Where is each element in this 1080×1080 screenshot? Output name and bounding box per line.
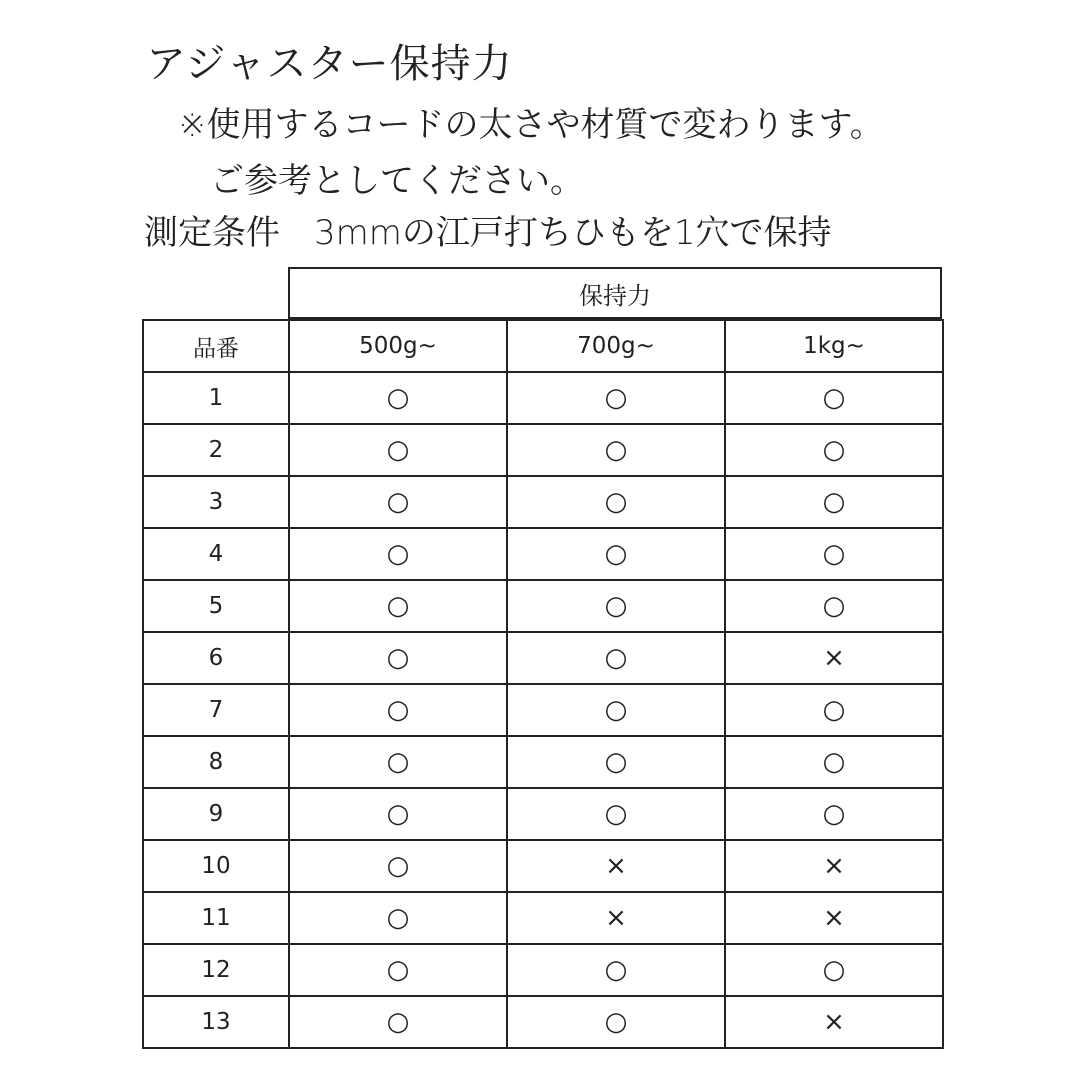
table-row — [143, 996, 943, 1048]
header-part-number: 品番 — [143, 320, 289, 372]
result-cell: × — [725, 996, 943, 1048]
result-cell: ○ — [507, 684, 725, 736]
table-row — [143, 632, 943, 684]
group-header-holding-force: 保持力 — [288, 267, 942, 319]
table-row — [143, 528, 943, 580]
header-1kg: 1kg~ — [725, 320, 943, 372]
result-cell: ○ — [725, 424, 943, 476]
result-cell: ○ — [289, 580, 507, 632]
note-line-1: ※使用するコードの太さや材質で変わります。 — [178, 105, 884, 145]
result-cell: ○ — [507, 424, 725, 476]
holding-force-table — [142, 319, 944, 1049]
result-cell: ○ — [289, 736, 507, 788]
part-number-cell: 11 — [143, 892, 289, 944]
part-number-cell: 7 — [143, 684, 289, 736]
table-row — [143, 580, 943, 632]
result-cell: ○ — [507, 736, 725, 788]
result-cell: ○ — [725, 528, 943, 580]
part-number-cell: 1 — [143, 372, 289, 424]
result-cell: ○ — [725, 944, 943, 996]
result-cell: ○ — [725, 736, 943, 788]
result-cell: ○ — [507, 944, 725, 996]
table-row — [143, 372, 943, 424]
page-title: アジャスター保持力 — [146, 41, 513, 87]
part-number-cell: 6 — [143, 632, 289, 684]
note-line-2: ご参考としてください。 — [210, 161, 584, 201]
table-row — [143, 788, 943, 840]
result-cell: ○ — [289, 788, 507, 840]
result-cell: ○ — [289, 944, 507, 996]
part-number-cell: 10 — [143, 840, 289, 892]
table-header-row — [143, 320, 943, 372]
part-number-cell: 5 — [143, 580, 289, 632]
table-row — [143, 476, 943, 528]
result-cell: × — [725, 632, 943, 684]
part-number-cell: 4 — [143, 528, 289, 580]
result-cell: ○ — [507, 372, 725, 424]
table-row — [143, 944, 943, 996]
table-row — [143, 840, 943, 892]
result-cell: ○ — [507, 476, 725, 528]
result-cell: ○ — [289, 892, 507, 944]
part-number-cell: 13 — [143, 996, 289, 1048]
result-cell: ○ — [725, 476, 943, 528]
part-number-cell: 3 — [143, 476, 289, 528]
result-cell: ○ — [507, 996, 725, 1048]
result-cell: × — [507, 840, 725, 892]
result-cell: ○ — [289, 996, 507, 1048]
result-cell: × — [725, 840, 943, 892]
result-cell: ○ — [507, 528, 725, 580]
part-number-cell: 12 — [143, 944, 289, 996]
result-cell: ○ — [289, 684, 507, 736]
result-cell: × — [725, 892, 943, 944]
result-cell: ○ — [725, 788, 943, 840]
part-number-cell: 8 — [143, 736, 289, 788]
result-cell: ○ — [289, 632, 507, 684]
header-500g: 500g~ — [289, 320, 507, 372]
part-number-cell: 9 — [143, 788, 289, 840]
part-number-cell: 2 — [143, 424, 289, 476]
table-row — [143, 424, 943, 476]
measurement-condition: 測定条件 3mmの江戸打ちひもを1穴で保持 — [144, 213, 832, 253]
table-row — [143, 736, 943, 788]
header-700g: 700g~ — [507, 320, 725, 372]
result-cell: ○ — [289, 372, 507, 424]
table-row — [143, 892, 943, 944]
result-cell: ○ — [289, 528, 507, 580]
result-cell: ○ — [289, 840, 507, 892]
result-cell: ○ — [725, 684, 943, 736]
table-body — [143, 372, 943, 1048]
result-cell: × — [507, 892, 725, 944]
result-cell: ○ — [507, 632, 725, 684]
result-cell: ○ — [289, 424, 507, 476]
table-row — [143, 684, 943, 736]
result-cell: ○ — [507, 788, 725, 840]
result-cell: ○ — [507, 580, 725, 632]
result-cell: ○ — [725, 580, 943, 632]
result-cell: ○ — [725, 372, 943, 424]
result-cell: ○ — [289, 476, 507, 528]
